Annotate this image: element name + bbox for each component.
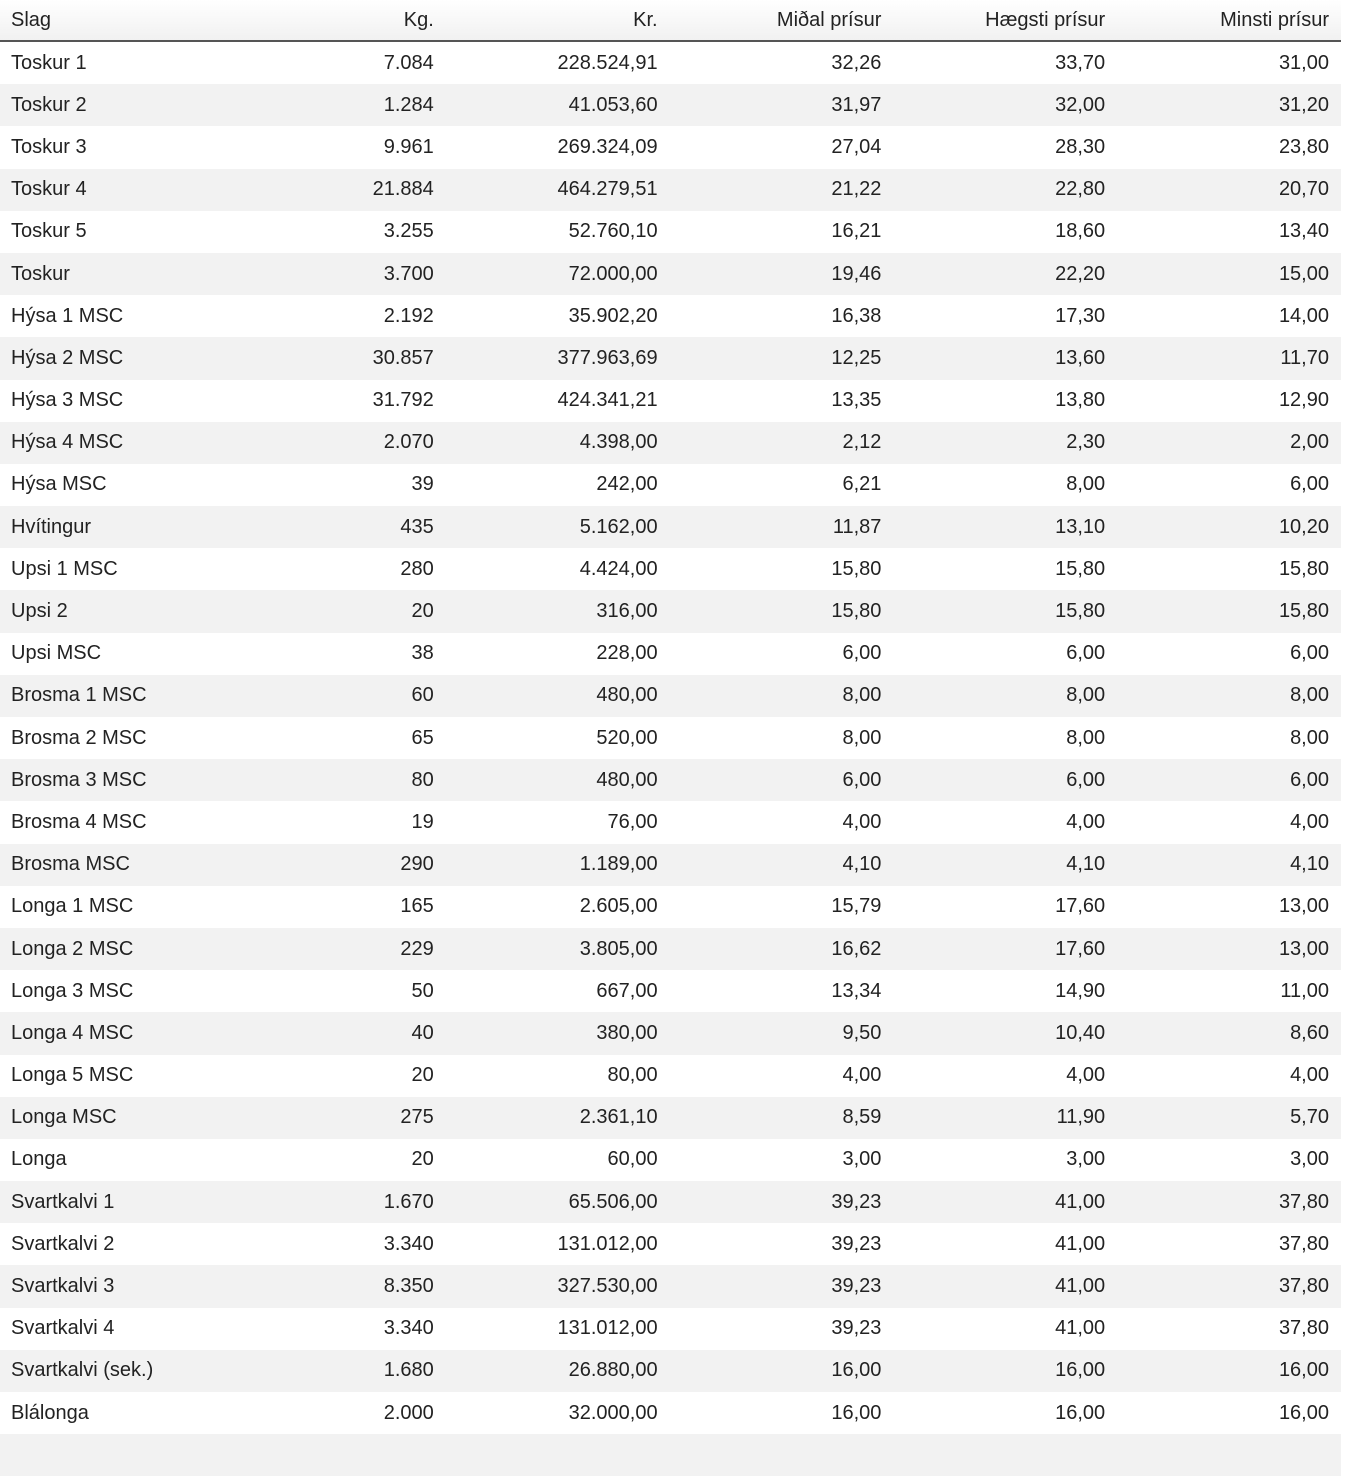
cell-kg: 229	[222, 928, 446, 970]
cell-kr: 131.012,00	[446, 1308, 670, 1350]
table-row	[0, 41, 1341, 84]
column-header-kg[interactable]: Kg.	[222, 0, 446, 41]
cell-kr: 316,00	[446, 590, 670, 632]
table-row	[0, 759, 1341, 801]
header-row	[0, 0, 1341, 41]
cell-highest-price: 6,00	[893, 633, 1117, 675]
cell-average-price: 15,79	[670, 886, 894, 928]
table-row	[0, 1012, 1341, 1054]
table-row	[0, 380, 1341, 422]
cell-average-price: 21,22	[670, 169, 894, 211]
table-row	[0, 844, 1341, 886]
cell-average-price: 39,23	[670, 1308, 894, 1350]
cell-lowest-price: 4,00	[1117, 801, 1341, 843]
cell-lowest-price: 37,80	[1117, 1223, 1341, 1265]
cell-kg: 3.340	[222, 1308, 446, 1350]
cell-kr: 80,00	[446, 1055, 670, 1097]
cell-kg: 3.340	[222, 1223, 446, 1265]
table-row	[0, 506, 1341, 548]
cell-kr: 327.530,00	[446, 1265, 670, 1307]
table-row	[0, 464, 1341, 506]
cell-slag: Hýsa MSC	[0, 464, 222, 506]
cell-highest-price: 8,00	[893, 675, 1117, 717]
table-row	[0, 1223, 1341, 1265]
cell-kg: 1.284	[222, 84, 446, 126]
table-row	[0, 1350, 1341, 1392]
cell-slag: Toskur 4	[0, 169, 222, 211]
cell-slag: Longa 4 MSC	[0, 1012, 222, 1054]
cell-kr: 464.279,51	[446, 169, 670, 211]
table-row	[0, 211, 1341, 253]
cell-average-price: 39,23	[670, 1223, 894, 1265]
table-row	[0, 801, 1341, 843]
cell-highest-price: 17,60	[893, 928, 1117, 970]
table-row	[0, 169, 1341, 211]
cell-lowest-price: 13,00	[1117, 886, 1341, 928]
cell-slag: Hýsa 3 MSC	[0, 380, 222, 422]
cell-kr: 228,00	[446, 633, 670, 675]
cell-kr: 269.324,09	[446, 126, 670, 168]
cell-lowest-price: 11,00	[1117, 970, 1341, 1012]
cell-slag: Longa 1 MSC	[0, 886, 222, 928]
cell-lowest-price: 6,00	[1117, 464, 1341, 506]
cell-highest-price: 18,60	[893, 211, 1117, 253]
cell-highest-price: 4,10	[893, 844, 1117, 886]
cell-lowest-price: 20,70	[1117, 169, 1341, 211]
table-row	[0, 422, 1341, 464]
cell-kr: 480,00	[446, 675, 670, 717]
cell-lowest-price: 3,00	[1117, 1139, 1341, 1181]
cell-average-price: 6,21	[670, 464, 894, 506]
cell-lowest-price: 37,80	[1117, 1265, 1341, 1307]
cell-highest-price: 10,40	[893, 1012, 1117, 1054]
cell-slag: Longa 3 MSC	[0, 970, 222, 1012]
cell-kr: 26.880,00	[446, 1350, 670, 1392]
cell-kr: 520,00	[446, 717, 670, 759]
cell-slag: Svartkalvi 3	[0, 1265, 222, 1307]
table-row	[0, 1392, 1341, 1434]
cell-slag: Svartkalvi 2	[0, 1223, 222, 1265]
cell-lowest-price: 16,00	[1117, 1392, 1341, 1434]
cell-average-price: 39,23	[670, 1181, 894, 1223]
cell-lowest-price: 14,00	[1117, 295, 1341, 337]
cell-kr: 52.760,10	[446, 211, 670, 253]
cell-kg: 8.350	[222, 1265, 446, 1307]
cell-kr: 2.605,00	[446, 886, 670, 928]
cell-kg: 30.857	[222, 337, 446, 379]
cell-kr: 131.012,00	[446, 1223, 670, 1265]
cell-lowest-price: 11,70	[1117, 337, 1341, 379]
cell-average-price: 11,87	[670, 506, 894, 548]
cell-highest-price: 41,00	[893, 1223, 1117, 1265]
cell-highest-price: 32,00	[893, 84, 1117, 126]
cell-kr: 60,00	[446, 1139, 670, 1181]
cell-average-price: 16,00	[670, 1392, 894, 1434]
cell-kg	[222, 1434, 446, 1476]
cell-average-price: 9,50	[670, 1012, 894, 1054]
cell-highest-price: 6,00	[893, 759, 1117, 801]
cell-highest-price: 13,10	[893, 506, 1117, 548]
cell-lowest-price: 16,00	[1117, 1350, 1341, 1392]
cell-kg: 275	[222, 1097, 446, 1139]
cell-average-price: 4,10	[670, 844, 894, 886]
cell-slag: Brosma MSC	[0, 844, 222, 886]
column-header-average-price[interactable]: Miðal prísur	[670, 0, 894, 41]
cell-kg: 2.070	[222, 422, 446, 464]
cell-slag: Longa 5 MSC	[0, 1055, 222, 1097]
cell-average-price: 4,00	[670, 1055, 894, 1097]
cell-slag: Upsi 2	[0, 590, 222, 632]
cell-average-price: 13,34	[670, 970, 894, 1012]
cell-highest-price: 15,80	[893, 590, 1117, 632]
cell-average-price: 6,00	[670, 633, 894, 675]
cell-kr: 228.524,91	[446, 41, 670, 84]
table-header	[0, 0, 1341, 41]
cell-lowest-price: 37,80	[1117, 1181, 1341, 1223]
cell-average-price: 39,23	[670, 1265, 894, 1307]
cell-slag: Longa MSC	[0, 1097, 222, 1139]
table-row	[0, 1055, 1341, 1097]
cell-highest-price: 8,00	[893, 464, 1117, 506]
cell-lowest-price: 6,00	[1117, 759, 1341, 801]
cell-kr: 76,00	[446, 801, 670, 843]
cell-kr: 5.162,00	[446, 506, 670, 548]
cell-average-price: 13,35	[670, 380, 894, 422]
cell-kr: 2.361,10	[446, 1097, 670, 1139]
cell-average-price: 4,00	[670, 801, 894, 843]
cell-kr: 3.805,00	[446, 928, 670, 970]
cell-highest-price: 41,00	[893, 1308, 1117, 1350]
cell-highest-price	[893, 1434, 1117, 1476]
cell-slag: Brosma 1 MSC	[0, 675, 222, 717]
cell-kr: 65.506,00	[446, 1181, 670, 1223]
cell-highest-price: 22,80	[893, 169, 1117, 211]
table-row	[0, 337, 1341, 379]
cell-lowest-price: 4,00	[1117, 1055, 1341, 1097]
cell-lowest-price: 13,00	[1117, 928, 1341, 970]
cell-average-price: 8,00	[670, 717, 894, 759]
cell-highest-price: 17,30	[893, 295, 1117, 337]
cell-kr: 1.189,00	[446, 844, 670, 886]
cell-kg: 3.255	[222, 211, 446, 253]
cell-highest-price: 4,00	[893, 801, 1117, 843]
cell-kg: 280	[222, 548, 446, 590]
cell-highest-price: 13,60	[893, 337, 1117, 379]
cell-highest-price: 28,30	[893, 126, 1117, 168]
cell-average-price: 32,26	[670, 41, 894, 84]
cell-average-price: 3,00	[670, 1139, 894, 1181]
cell-kr: 377.963,69	[446, 337, 670, 379]
cell-slag: Toskur 5	[0, 211, 222, 253]
cell-slag: Svartkalvi (sek.)	[0, 1350, 222, 1392]
cell-kg: 165	[222, 886, 446, 928]
cell-slag: Toskur 3	[0, 126, 222, 168]
cell-lowest-price: 8,00	[1117, 675, 1341, 717]
cell-slag: Blálonga	[0, 1392, 222, 1434]
cell-lowest-price: 23,80	[1117, 126, 1341, 168]
cell-highest-price: 17,60	[893, 886, 1117, 928]
cell-kg: 21.884	[222, 169, 446, 211]
cell-average-price	[670, 1434, 894, 1476]
cell-lowest-price: 5,70	[1117, 1097, 1341, 1139]
column-header-kr[interactable]: Kr.	[446, 0, 670, 41]
cell-highest-price: 8,00	[893, 717, 1117, 759]
cell-kg: 38	[222, 633, 446, 675]
cell-highest-price: 22,20	[893, 253, 1117, 295]
table-row	[0, 633, 1341, 675]
cell-kg: 20	[222, 1139, 446, 1181]
cell-slag: Hýsa 1 MSC	[0, 295, 222, 337]
table-row	[0, 928, 1341, 970]
cell-slag: Toskur 2	[0, 84, 222, 126]
cell-average-price: 19,46	[670, 253, 894, 295]
cell-lowest-price: 37,80	[1117, 1308, 1341, 1350]
cell-kr: 667,00	[446, 970, 670, 1012]
cell-average-price: 12,25	[670, 337, 894, 379]
cell-kr: 41.053,60	[446, 84, 670, 126]
cell-kr: 424.341,21	[446, 380, 670, 422]
cell-lowest-price: 6,00	[1117, 633, 1341, 675]
cell-average-price: 31,97	[670, 84, 894, 126]
column-header-slag[interactable]: Slag	[0, 0, 222, 41]
cell-kg: 7.084	[222, 41, 446, 84]
cell-average-price: 27,04	[670, 126, 894, 168]
cell-average-price: 8,59	[670, 1097, 894, 1139]
cell-kr: 242,00	[446, 464, 670, 506]
cell-kg: 2.000	[222, 1392, 446, 1434]
cell-kr: 72.000,00	[446, 253, 670, 295]
cell-kr: 380,00	[446, 1012, 670, 1054]
cell-kg: 80	[222, 759, 446, 801]
cell-kg: 290	[222, 844, 446, 886]
table-body	[0, 41, 1341, 1476]
table-row	[0, 1308, 1341, 1350]
cell-kg: 1.670	[222, 1181, 446, 1223]
cell-kr: 35.902,20	[446, 295, 670, 337]
cell-average-price: 8,00	[670, 675, 894, 717]
cell-highest-price: 33,70	[893, 41, 1117, 84]
cell-average-price: 16,00	[670, 1350, 894, 1392]
table-row	[0, 1265, 1341, 1307]
cell-average-price: 6,00	[670, 759, 894, 801]
cell-average-price: 16,21	[670, 211, 894, 253]
cell-highest-price: 13,80	[893, 380, 1117, 422]
cell-slag: Toskur	[0, 253, 222, 295]
cell-kr	[446, 1434, 670, 1476]
table-row	[0, 1139, 1341, 1181]
cell-lowest-price: 4,10	[1117, 844, 1341, 886]
table-row	[0, 1181, 1341, 1223]
cell-lowest-price: 31,00	[1117, 41, 1341, 84]
cell-slag: Longa	[0, 1139, 222, 1181]
cell-lowest-price: 15,80	[1117, 590, 1341, 632]
cell-average-price: 16,62	[670, 928, 894, 970]
cell-kr: 480,00	[446, 759, 670, 801]
cell-lowest-price: 13,40	[1117, 211, 1341, 253]
cell-highest-price: 16,00	[893, 1392, 1117, 1434]
table-row	[0, 970, 1341, 1012]
cell-highest-price: 15,80	[893, 548, 1117, 590]
cell-highest-price: 3,00	[893, 1139, 1117, 1181]
cell-kg: 39	[222, 464, 446, 506]
table-row	[0, 295, 1341, 337]
cell-kr: 32.000,00	[446, 1392, 670, 1434]
cell-kg: 2.192	[222, 295, 446, 337]
cell-slag: Hýsa 2 MSC	[0, 337, 222, 379]
cell-kg: 60	[222, 675, 446, 717]
table-row	[0, 590, 1341, 632]
table-row	[0, 548, 1341, 590]
cell-lowest-price: 15,80	[1117, 548, 1341, 590]
table-row	[0, 126, 1341, 168]
cell-lowest-price: 31,20	[1117, 84, 1341, 126]
cell-slag: Brosma 2 MSC	[0, 717, 222, 759]
cell-slag: Brosma 3 MSC	[0, 759, 222, 801]
cell-slag	[0, 1434, 222, 1476]
cell-slag: Hvítingur	[0, 506, 222, 548]
cell-highest-price: 11,90	[893, 1097, 1117, 1139]
column-header-lowest-price[interactable]: Minsti prísur	[1117, 0, 1341, 41]
cell-kg: 50	[222, 970, 446, 1012]
cell-lowest-price: 12,90	[1117, 380, 1341, 422]
cell-highest-price: 2,30	[893, 422, 1117, 464]
cell-slag: Svartkalvi 1	[0, 1181, 222, 1223]
table-row	[0, 253, 1341, 295]
cell-kg: 40	[222, 1012, 446, 1054]
cell-kr: 4.424,00	[446, 548, 670, 590]
cell-slag: Upsi MSC	[0, 633, 222, 675]
cell-lowest-price: 8,60	[1117, 1012, 1341, 1054]
cell-highest-price: 14,90	[893, 970, 1117, 1012]
cell-lowest-price	[1117, 1434, 1341, 1476]
cell-average-price: 15,80	[670, 548, 894, 590]
table-row	[0, 675, 1341, 717]
cell-kg: 19	[222, 801, 446, 843]
cell-lowest-price: 15,00	[1117, 253, 1341, 295]
cell-highest-price: 16,00	[893, 1350, 1117, 1392]
cell-slag: Upsi 1 MSC	[0, 548, 222, 590]
cell-kg: 20	[222, 590, 446, 632]
cell-lowest-price: 2,00	[1117, 422, 1341, 464]
cell-average-price: 2,12	[670, 422, 894, 464]
cell-slag: Brosma 4 MSC	[0, 801, 222, 843]
cell-highest-price: 41,00	[893, 1265, 1117, 1307]
cell-kg: 3.700	[222, 253, 446, 295]
cell-kg: 1.680	[222, 1350, 446, 1392]
cell-slag: Hýsa 4 MSC	[0, 422, 222, 464]
cell-kg: 9.961	[222, 126, 446, 168]
column-header-highest-price[interactable]: Hægsti prísur	[893, 0, 1117, 41]
cell-slag: Toskur 1	[0, 41, 222, 84]
table-row	[0, 886, 1341, 928]
cell-highest-price: 4,00	[893, 1055, 1117, 1097]
table-row	[0, 717, 1341, 759]
cell-slag: Svartkalvi 4	[0, 1308, 222, 1350]
cell-kg: 31.792	[222, 380, 446, 422]
table-row	[0, 84, 1341, 126]
table-row	[0, 1434, 1341, 1476]
cell-kg: 435	[222, 506, 446, 548]
cell-lowest-price: 8,00	[1117, 717, 1341, 759]
table-row	[0, 1097, 1341, 1139]
cell-highest-price: 41,00	[893, 1181, 1117, 1223]
cell-slag: Longa 2 MSC	[0, 928, 222, 970]
cell-lowest-price: 10,20	[1117, 506, 1341, 548]
cell-kg: 20	[222, 1055, 446, 1097]
cell-average-price: 16,38	[670, 295, 894, 337]
cell-average-price: 15,80	[670, 590, 894, 632]
cell-kg: 65	[222, 717, 446, 759]
cell-kr: 4.398,00	[446, 422, 670, 464]
